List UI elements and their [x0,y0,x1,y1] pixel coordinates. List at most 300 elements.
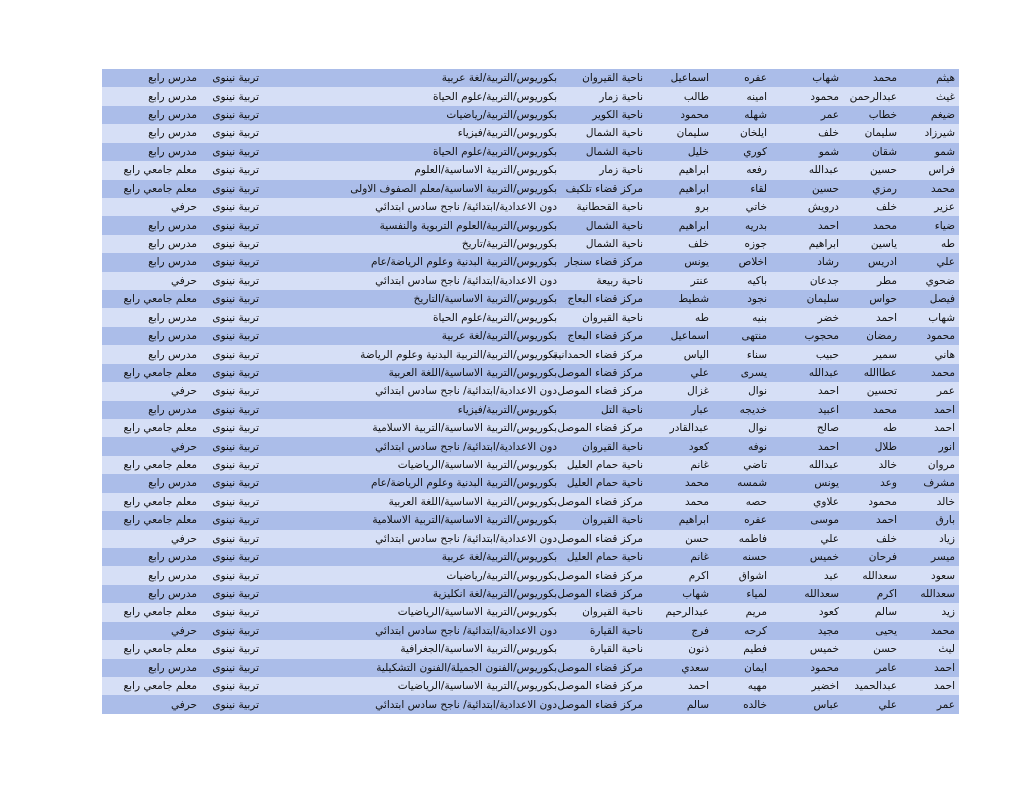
qualification-cell: دون الاعدادية/ابتدائية/ ناجح سادس ابتدائي [375,532,557,545]
mother-father-name-cell: ابراهيم [678,164,709,177]
grandfather-name-cell: علي [820,532,839,545]
mother-name-cell: بنيه [752,311,767,324]
directorate-cell: تربية نينوى [212,514,259,527]
table-row [102,695,959,713]
first-name-cell: ميسر [931,550,955,563]
table-row [102,530,959,548]
location-cell: ناحية القحطانية [576,200,643,213]
first-name-cell: محمد [931,624,955,637]
location-cell: ناحية التل [601,403,643,416]
directorate-cell: تربية نينوى [212,679,259,692]
job-title-cell: مدرس رابع [148,348,197,361]
father-name-cell: طلال [874,440,897,453]
table-row [102,143,959,161]
father-name-cell: اكرم [876,587,897,600]
mother-name-cell: يسرى [740,366,767,379]
location-cell: ناحية الكوير [592,108,643,121]
mother-father-name-cell: محمود [680,108,709,121]
grandfather-name-cell: احمد [818,385,839,398]
location-cell: مركز قضاء الموصل [557,421,643,434]
directorate-cell: تربية نينوى [212,127,259,140]
table-row [102,253,959,271]
first-name-cell: شهاب [928,311,955,324]
mother-father-name-cell: غانم [690,458,709,471]
grandfather-name-cell: خميس [809,643,839,656]
directorate-cell: تربية نينوى [212,385,259,398]
father-name-cell: محمود [868,495,897,508]
table-row [102,216,959,234]
qualification-cell: بكوريوس/التربية/علوم الحياة [432,145,557,158]
directorate-cell: تربية نينوى [212,624,259,637]
mother-name-cell: فطيم [743,643,767,656]
qualification-cell: بكوريوس/التربية/علوم الحياة [432,90,557,103]
qualification-cell: بكوريوس/التربية/لغة عربية [441,71,557,84]
grandfather-name-cell: عمر [820,108,839,121]
job-title-cell: مدرس رابع [148,569,197,582]
table-row [102,622,959,640]
first-name-cell: شمو [934,145,955,158]
directorate-cell: تربية نينوى [212,182,259,195]
grandfather-name-cell: علاوي [813,495,839,508]
mother-father-name-cell: شطيط [678,293,709,306]
mother-father-name-cell: عبدالرحيم [665,606,709,619]
table-row [102,290,959,308]
first-name-cell: شيرزاد [924,127,955,140]
qualification-cell: بكوريوس/التربية/العلوم التربوية والنفسية [379,219,557,232]
location-cell: مركز قضاء الموصل [557,679,643,692]
grandfather-name-cell: سعدالله [804,587,839,600]
directorate-cell: تربية نينوى [212,606,259,619]
mother-name-cell: نوال [748,385,767,398]
father-name-cell: سليمان [864,127,897,140]
table-row [102,603,959,621]
directorate-cell: تربية نينوى [212,164,259,177]
mother-name-cell: حصه [745,495,767,508]
job-title-cell: مدرس رابع [148,311,197,324]
job-title-cell: مدرس رابع [148,90,197,103]
first-name-cell: احمد [934,661,955,674]
mother-father-name-cell: برو [695,200,709,213]
job-title-cell: معلم جامعي رابع [123,514,197,527]
table-row [102,474,959,492]
grandfather-name-cell: ابراهيم [808,237,839,250]
grandfather-name-cell: درويش [807,200,839,213]
father-name-cell: طه [883,421,897,434]
father-name-cell: تحسين [866,385,897,398]
table-row [102,456,959,474]
mother-name-cell: شمسه [737,477,767,490]
mother-name-cell: اخلاص [738,256,767,269]
qualification-cell: بكوريوس/التربية الاساسية/الرياضيات [397,606,557,619]
first-name-cell: بارق [935,514,955,527]
location-cell: مركز قضاء تلكيف [565,182,643,195]
qualification-cell: بكوريوس/التربية/رياضيات [446,108,557,121]
mother-name-cell: خالده [743,698,767,711]
mother-name-cell: كرحه [744,624,767,637]
location-cell: ناحية حمام العليل [566,458,643,471]
records-table [102,69,959,714]
first-name-cell: هاني [934,348,955,361]
table-row [102,493,959,511]
first-name-cell: مشرف [923,477,955,490]
first-name-cell: احمد [934,679,955,692]
mother-father-name-cell: عنتر [690,274,709,287]
father-name-cell: فرحان [868,550,897,563]
grandfather-name-cell: عبدالله [808,458,839,471]
first-name-cell: احمد [934,403,955,416]
table-row [102,585,959,603]
directorate-cell: تربية نينوى [212,366,259,379]
father-name-cell: حواس [869,293,897,306]
table-row [102,272,959,290]
mother-father-name-cell: اكرم [688,569,709,582]
mother-name-cell: تاضي [743,458,767,471]
mother-father-name-cell: احمد [688,679,709,692]
mother-name-cell: ايمان [744,661,767,674]
father-name-cell: رمضان [866,329,897,342]
directorate-cell: تربية نينوى [212,569,259,582]
mother-name-cell: مريم [745,606,767,619]
mother-father-name-cell: حسن [685,532,709,545]
job-title-cell: مدرس رابع [148,145,197,158]
grandfather-name-cell: خميس [809,550,839,563]
father-name-cell: وعد [880,477,897,490]
grandfather-name-cell: خلف [818,127,839,140]
mother-name-cell: حسنه [742,550,767,563]
first-name-cell: سعود [931,569,955,582]
directorate-cell: تربية نينوى [212,421,259,434]
first-name-cell: ضيغم [930,108,955,121]
directorate-cell: تربية نينوى [212,440,259,453]
table-row [102,437,959,455]
table-row [102,364,959,382]
location-cell: مركز قضاء الحمدانية [552,348,643,361]
job-title-cell: مدرس رابع [148,550,197,563]
mother-name-cell: ايلخان [739,127,767,140]
father-name-cell: خالد [878,458,897,471]
mother-father-name-cell: ابراهيم [678,514,709,527]
qualification-cell: دون الاعدادية/ابتدائية/ ناجح سادس ابتدائي [375,200,557,213]
directorate-cell: تربية نينوى [212,219,259,232]
location-cell: مركز قضاء الموصل [557,661,643,674]
mother-father-name-cell: سعدي [681,661,709,674]
first-name-cell: ليث [938,643,955,656]
directorate-cell: تربية نينوى [212,256,259,269]
location-cell: مركز قضاء سنجار [564,256,643,269]
mother-name-cell: جوزه [744,237,767,250]
father-name-cell: خلف [876,200,897,213]
location-cell: ناحية القيروان [582,71,643,84]
job-title-cell: مدرس رابع [148,403,197,416]
qualification-cell: دون الاعدادية/ابتدائية/ ناجح سادس ابتدائي [375,624,557,637]
grandfather-name-cell: حبيب [815,348,839,361]
job-title-cell: مدرس رابع [148,661,197,674]
job-title-cell: مدرس رابع [148,108,197,121]
qualification-cell: بكوريوس/التربية الاساسية/الجغرافية [400,643,557,656]
mother-name-cell: فاطمه [738,532,767,545]
mother-father-name-cell: ابراهيم [678,182,709,195]
location-cell: مركز قضاء الموصل [557,366,643,379]
job-title-cell: حرفي [170,698,197,711]
directorate-cell: تربية نينوى [212,403,259,416]
mother-father-name-cell: ذنون [688,643,709,656]
qualification-cell: بكوريوس/التربية الاساسية/الرياضيات [397,458,557,471]
father-name-cell: عطاالله [863,366,897,379]
table-row [102,69,959,87]
job-title-cell: مدرس رابع [148,127,197,140]
qualification-cell: دون الاعدادية/ابتدائية/ ناجح سادس ابتدائي [375,385,557,398]
father-name-cell: حسن [873,643,897,656]
grandfather-name-cell: جدعان [809,274,839,287]
job-title-cell: معلم جامعي رابع [123,495,197,508]
job-title-cell: حرفي [170,532,197,545]
table-row [102,327,959,345]
job-title-cell: مدرس رابع [148,219,197,232]
directorate-cell: تربية نينوى [212,90,259,103]
grandfather-name-cell: محجوب [804,329,839,342]
job-title-cell: معلم جامعي رابع [123,182,197,195]
father-name-cell: رمزي [872,182,897,195]
grandfather-name-cell: عباس [813,698,839,711]
location-cell: مركز قضاء الموصل [557,495,643,508]
grandfather-name-cell: عبدالله [808,164,839,177]
father-name-cell: ادريس [868,256,897,269]
first-name-cell: سعدالله [920,587,955,600]
qualification-cell: بكوريوس/التربية الاساسية/العلوم [414,164,557,177]
father-name-cell: محمد [873,403,897,416]
job-title-cell: معلم جامعي رابع [123,164,197,177]
directorate-cell: تربية نينوى [212,698,259,711]
mother-father-name-cell: عبدالقادر [669,421,709,434]
qualification-cell: دون الاعدادية/ابتدائية/ ناجح سادس ابتدائي [375,274,557,287]
location-cell: ناحية زمار [599,164,643,177]
job-title-cell: مدرس رابع [148,477,197,490]
grandfather-name-cell: اعبيد [817,403,839,416]
location-cell: ناحية الشمال [585,145,643,158]
directorate-cell: تربية نينوى [212,477,259,490]
mother-father-name-cell: محمد [685,477,709,490]
mother-name-cell: كوري [743,145,767,158]
location-cell: مركز قضاء الموصل [557,569,643,582]
qualification-cell: بكوريوس/التربية/لغة عربية [441,329,557,342]
first-name-cell: غيث [936,90,955,103]
mother-name-cell: امينه [746,90,767,103]
first-name-cell: احمد [934,421,955,434]
table-row [102,659,959,677]
qualification-cell: بكوريوس/التربية الاساسية/اللغة العربية [388,495,557,508]
qualification-cell: بكوريوس/التربية الاساسية/التربية الاسلامية [372,514,557,527]
table-row [102,419,959,437]
mother-father-name-cell: غزال [687,385,709,398]
directorate-cell: تربية نينوى [212,200,259,213]
table-row [102,198,959,216]
mother-name-cell: خديجه [739,403,767,416]
directorate-cell: تربية نينوى [212,661,259,674]
job-title-cell: حرفي [170,440,197,453]
directorate-cell: تربية نينوى [212,348,259,361]
father-name-cell: عامر [876,661,897,674]
qualification-cell: دون الاعدادية/ابتدائية/ ناجح سادس ابتدائي [375,698,557,711]
location-cell: مركز قضاء الموصل [557,698,643,711]
mother-name-cell: مهيه [747,679,767,692]
location-cell: ناحية حمام العليل [566,477,643,490]
directorate-cell: تربية نينوى [212,495,259,508]
table-row [102,677,959,695]
first-name-cell: عمر [936,698,955,711]
mother-father-name-cell: غانم [690,550,709,563]
table-row [102,106,959,124]
qualification-cell: بكوريوس/التربية/فيزياء [457,127,557,140]
job-title-cell: معلم جامعي رابع [123,606,197,619]
mother-father-name-cell: يونس [684,256,709,269]
father-name-cell: يحيى [875,624,897,637]
grandfather-name-cell: موسى [810,514,839,527]
first-name-cell: مروان [927,458,955,471]
location-cell: مركز قضاء البعاج [567,329,643,342]
first-name-cell: زيد [941,606,955,619]
directorate-cell: تربية نينوى [212,458,259,471]
qualification-cell: بكوريوس/التربية/لغة انكليزية [432,587,557,600]
directorate-cell: تربية نينوى [212,145,259,158]
grandfather-name-cell: احمد [818,440,839,453]
qualification-cell: بكوريوس/التربية الاساسية/معلم الصفوف الاولى [350,182,557,195]
mother-name-cell: لقاء [750,182,767,195]
father-name-cell: سمير [873,348,897,361]
location-cell: ناحية ربيعة [596,274,643,287]
grandfather-name-cell: محمود [810,90,839,103]
first-name-cell: فراس [928,164,955,177]
mother-father-name-cell: شهاب [682,587,709,600]
location-cell: ناحية القيارة [589,624,643,637]
job-title-cell: حرفي [170,200,197,213]
grandfather-name-cell: شهاب [812,71,839,84]
job-title-cell: حرفي [170,624,197,637]
first-name-cell: محمد [931,366,955,379]
directorate-cell: تربية نينوى [212,293,259,306]
father-name-cell: سعدالله [862,569,897,582]
mother-name-cell: نوال [748,421,767,434]
mother-father-name-cell: طالب [683,90,709,103]
mother-father-name-cell: عبار [691,403,709,416]
location-cell: ناحية القيروان [582,440,643,453]
job-title-cell: مدرس رابع [148,587,197,600]
directorate-cell: تربية نينوى [212,329,259,342]
mother-father-name-cell: اسماعيل [670,71,709,84]
mother-name-cell: خاتي [745,200,767,213]
directorate-cell: تربية نينوى [212,71,259,84]
grandfather-name-cell: سليمان [806,293,839,306]
mother-father-name-cell: خليل [687,145,709,158]
directorate-cell: تربية نينوى [212,587,259,600]
job-title-cell: حرفي [170,385,197,398]
location-cell: ناحية الشمال [585,219,643,232]
first-name-cell: طه [941,237,955,250]
father-name-cell: عبدالحميد [854,679,897,692]
job-title-cell: مدرس رابع [148,71,197,84]
location-cell: ناحية الشمال [585,127,643,140]
mother-name-cell: لمياء [746,587,767,600]
mother-name-cell: منتهى [741,329,767,342]
qualification-cell: بكوريوس/التربية/تاريخ [461,237,557,250]
directorate-cell: تربية نينوى [212,643,259,656]
father-name-cell: علي [878,698,897,711]
mother-father-name-cell: محمد [685,495,709,508]
table-row [102,345,959,363]
mother-father-name-cell: اسماعيل [670,329,709,342]
father-name-cell: حسين [869,164,897,177]
grandfather-name-cell: يونس [814,477,839,490]
table-row [102,548,959,566]
father-name-cell: سالم [874,606,897,619]
location-cell: ناحية حمام العليل [566,550,643,563]
directorate-cell: تربية نينوى [212,311,259,324]
table-row [102,87,959,105]
first-name-cell: ضياء [934,219,955,232]
first-name-cell: هيثم [936,71,955,84]
qualification-cell: بكوريوس/التربية/فيزياء [457,403,557,416]
qualification-cell: بكوريوس/التربية الاساسية/اللغة العربية [388,366,557,379]
mother-name-cell: سناء [746,348,767,361]
table-row [102,161,959,179]
father-name-cell: عبدالرحمن [849,90,897,103]
grandfather-name-cell: كعود [818,606,839,619]
first-name-cell: زياد [939,532,955,545]
job-title-cell: حرفي [170,274,197,287]
mother-name-cell: باكيه [747,274,767,287]
job-title-cell: معلم جامعي رابع [123,458,197,471]
grandfather-name-cell: صالح [816,421,839,434]
qualification-cell: بكوريوس/التربية/رياضيات [446,569,557,582]
father-name-cell: احمد [876,514,897,527]
table-row [102,124,959,142]
location-cell: ناحية القيروان [582,514,643,527]
grandfather-name-cell: مجيد [817,624,839,637]
job-title-cell: مدرس رابع [148,256,197,269]
location-cell: ناحية القيروان [582,606,643,619]
grandfather-name-cell: رشاد [817,256,839,269]
table-row [102,511,959,529]
first-name-cell: محمود [926,329,955,342]
directorate-cell: تربية نينوى [212,274,259,287]
father-name-cell: محمد [873,219,897,232]
grandfather-name-cell: شمو [818,145,839,158]
grandfather-name-cell: حسين [811,182,839,195]
qualification-cell: بكوريوس/التربية البدنية وعلوم الرياضة/عام [370,477,557,490]
directorate-cell: تربية نينوى [212,108,259,121]
table-row [102,640,959,658]
job-title-cell: معلم جامعي رابع [123,643,197,656]
directorate-cell: تربية نينوى [212,532,259,545]
mother-name-cell: شهله [744,108,767,121]
grandfather-name-cell: اخضير [811,679,839,692]
location-cell: ناحية زمار [599,90,643,103]
mother-father-name-cell: خلف [688,237,709,250]
job-title-cell: معلم جامعي رابع [123,421,197,434]
mother-name-cell: نجود [747,293,767,306]
location-cell: مركز قضاء الموصل [557,385,643,398]
first-name-cell: انور [938,440,955,453]
mother-father-name-cell: علي [690,366,709,379]
table-row [102,401,959,419]
qualification-cell: بكوريوس/التربية/التربية البدنية وعلوم الرياضة [360,348,557,361]
location-cell: مركز قضاء الموصل [557,532,643,545]
mother-name-cell: اشواق [738,569,767,582]
table-row [102,308,959,326]
father-name-cell: خلف [876,532,897,545]
father-name-cell: ياسين [870,237,897,250]
first-name-cell: فيصل [929,293,955,306]
job-title-cell: معلم جامعي رابع [123,366,197,379]
